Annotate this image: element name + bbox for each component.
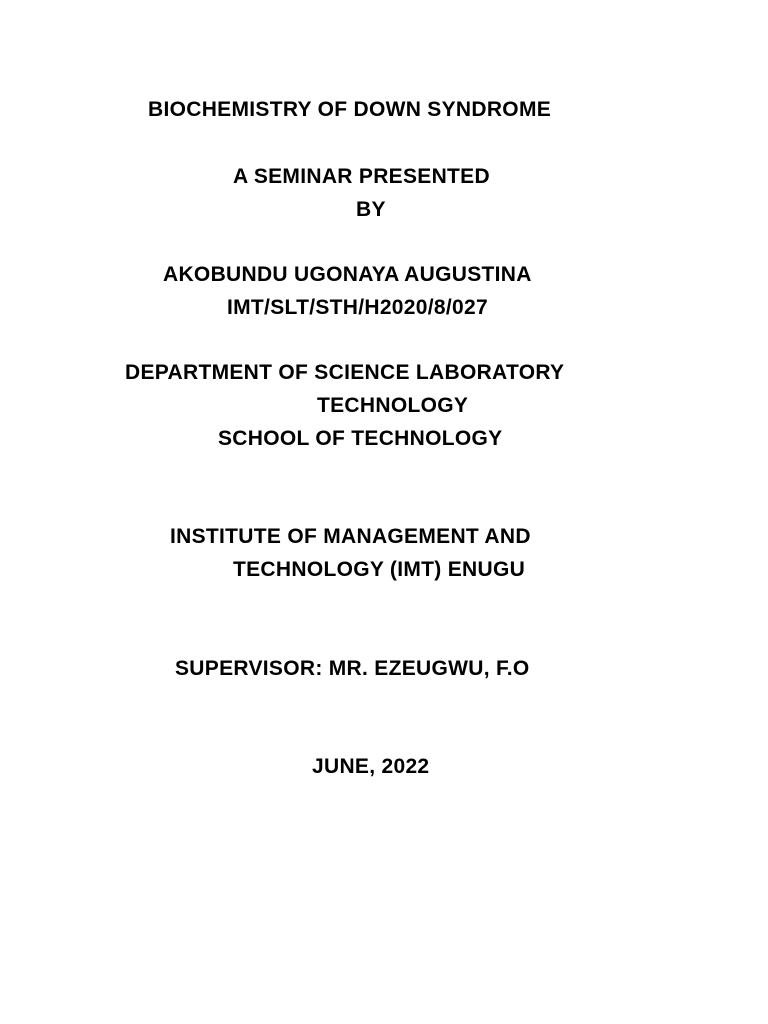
presented-line-2: BY: [356, 198, 386, 221]
supervisor-line: SUPERVISOR: MR. EZEUGWU, F.O: [175, 657, 530, 680]
author-name: AKOBUNDU UGONAYA AUGUSTINA: [163, 263, 532, 286]
registration-number: IMT/SLT/STH/H2020/8/027: [227, 296, 488, 319]
date-line: JUNE, 2022: [312, 755, 430, 778]
document-title: BIOCHEMISTRY OF DOWN SYNDROME: [148, 98, 552, 121]
school-name: SCHOOL OF TECHNOLOGY: [218, 427, 503, 450]
institute-line-1: INSTITUTE OF MANAGEMENT AND: [170, 525, 531, 548]
department-line-1: DEPARTMENT OF SCIENCE LABORATORY: [125, 361, 565, 384]
institute-line-2: TECHNOLOGY (IMT) ENUGU: [233, 558, 526, 581]
presented-line-1: A SEMINAR PRESENTED: [233, 165, 490, 188]
department-line-2: TECHNOLOGY: [317, 394, 469, 417]
